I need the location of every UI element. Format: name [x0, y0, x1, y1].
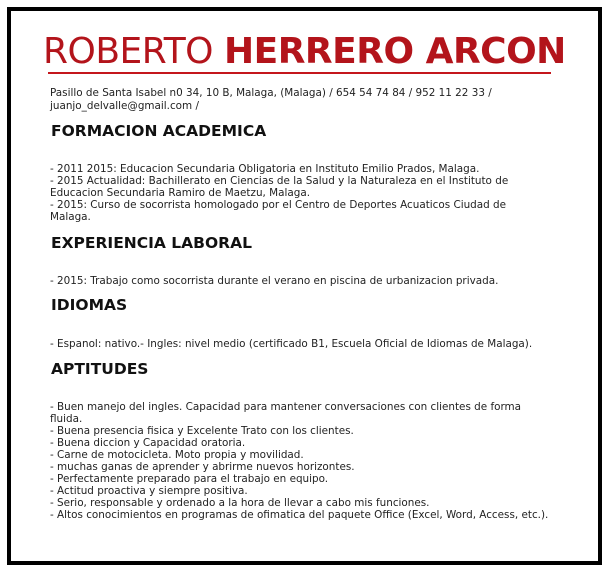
last-name: HERRERO ARCON	[223, 31, 566, 72]
skills-list	[50, 401, 550, 521]
candidate-name	[43, 30, 566, 74]
section-title-experience: EXPERIENCIA LABORAL	[51, 234, 252, 252]
list-item: - Carne de motocicleta. Moto propia y movilidad.	[50, 449, 304, 461]
list-item: - Buen manejo del ingles. Capacidad para mantener conversaciones con clientes de forma fluida.	[50, 401, 522, 425]
list-item: - muchas ganas de aprender y abrirme nuevos horizontes.	[50, 461, 355, 473]
list-item: - 2015: Trabajo como socorrista durante el verano en piscina de urbanizacion privada.	[50, 275, 499, 287]
section-title-languages: IDIOMAS	[51, 296, 128, 314]
education-list	[50, 163, 550, 223]
list-item: - 2015 Actualidad: Bachillerato en Ciencias de la Salud y la Naturaleza en el Instituto de Educacion Secundaria Ramiro de Maetzu, Malaga.	[50, 175, 509, 199]
list-item: - 2011 2015: Educacion Secundaria Obligatoria en Instituto Emilio Prados, Malaga.	[50, 163, 480, 175]
list-item: - Espanol: nativo.- Ingles: nivel medio (certificado B1, Escuela Oficial de Idiomas de Malaga).	[50, 338, 533, 350]
section-title-skills: APTITUDES	[51, 360, 149, 378]
contact-line: Pasillo de Santa Isabel n0 34, 10 B, Malaga, (Malaga) / 654 54 74 84 / 952 11 22 33 /	[50, 87, 492, 99]
list-item: - 2015: Curso de socorrista homologado por el Centro de Deportes Acuaticos Ciudad de Malaga.	[50, 199, 507, 223]
languages-list	[50, 338, 550, 350]
list-item: - Altos conocimientos en programas de ofimatica del paquete Office (Excel, Word, Access, etc.).	[50, 509, 549, 521]
contact-email: juanjo_delvalle@gmail.com /	[50, 99, 199, 112]
list-item: - Perfectamente preparado para el trabajo en equipo.	[50, 473, 329, 485]
list-item: - Actitud proactiva y siempre positiva.	[50, 485, 248, 497]
list-item: - Buena presencia fisica y Excelente Trato con los clientes.	[50, 425, 354, 437]
contact-info	[50, 87, 530, 112]
first-name: ROBERTO	[43, 31, 214, 72]
list-item: - Buena diccion y Capacidad oratoria.	[50, 437, 246, 449]
section-title-education: FORMACION ACADEMICA	[51, 122, 267, 140]
header-divider	[48, 72, 551, 74]
experience-list	[50, 275, 550, 287]
list-item: - Serio, responsable y ordenado a la hora de llevar a cabo mis funciones.	[50, 497, 430, 509]
